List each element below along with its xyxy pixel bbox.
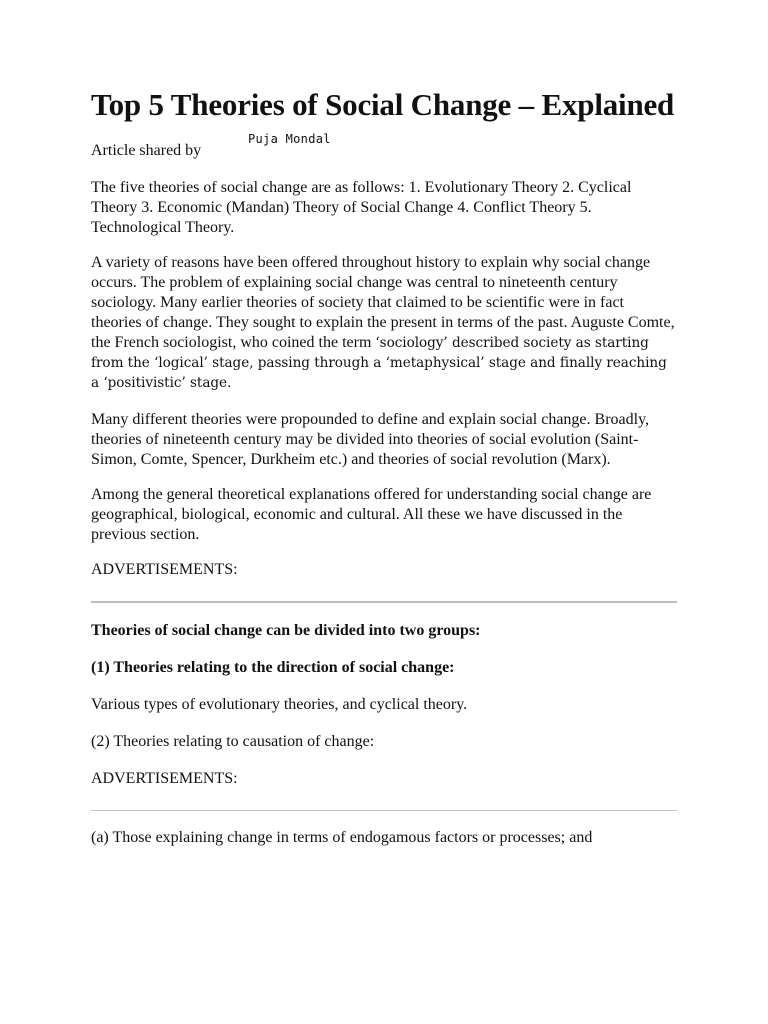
comte-stages-quote: ‘sociology’ described society as starting from the ‘logical’ stage, passing through a ‘metaphysical’ stage and finally reaching a ‘positivistic’ stage. [91, 335, 667, 391]
article-title: Top 5 Theories of Social Change – Explained [91, 87, 675, 122]
advertisements-label-2: ADVERTISEMENTS: [91, 770, 238, 787]
groups-heading: Theories of social change can be divided into two groups: [91, 622, 481, 639]
causation-text: (2) Theories relating to causation of change: [91, 733, 375, 750]
endogamous-text: (a) Those explaining change in terms of endogamous factors or processes; and [91, 829, 593, 846]
ad-divider-2 [91, 810, 677, 811]
direction-text: Various types of evolutionary theories, and cyclical theory. [91, 696, 468, 713]
advertisements-label: ADVERTISEMENTS: [91, 561, 238, 578]
byline [91, 132, 677, 161]
direction-heading: (1) Theories relating to the direction of social change: [91, 659, 455, 676]
history-paragraph-lead: A variety of reasons have been offered throughout history to explain why social change occurs. The problem of explaining social change was central to nineteenth century sociology. Many earlier theories of society that claimed to be scientific were in fact theories of change. They sought to explain the present in terms of the past. Auguste Comte, the French sociologist, who coined the term [91, 254, 675, 351]
intro-paragraph: The five theories of social change are as follows: 1. Evolutionary Theory 2. Cyclical Theory 3. Economic (Mandan) Theory of Social Change 4. Conflict Theory 5. Technological Theory. [91, 179, 632, 236]
author-name: Puja Mondal [248, 132, 331, 146]
ad-divider [91, 601, 677, 603]
article [91, 86, 677, 863]
history-paragraph [91, 253, 677, 393]
explanations-paragraph: Among the general theoretical explanations offered for understanding social change are geographical, biological, economic and cultural. All these we have discussed in the previous section. [91, 486, 652, 543]
theories-paragraph: Many different theories were propounded to define and explain social change. Broadly, theories of nineteenth century may be divided into theories of social evolution (Saint-Simon, Comte, Spencer, Durkheim etc.) and theories of social revolution (Marx). [91, 411, 650, 468]
byline-label: Article shared by [91, 142, 202, 159]
